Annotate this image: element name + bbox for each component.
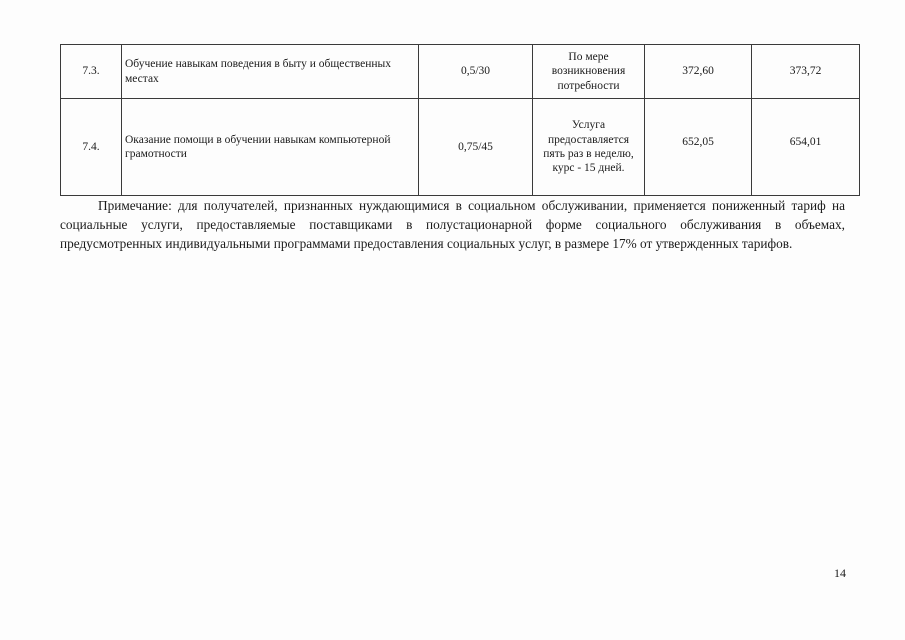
price-2: 654,01 [752,99,860,196]
page-number: 14 [834,566,846,580]
row-number: 7.3. [61,45,122,99]
table-row [61,45,860,99]
time-norm: 0,75/45 [419,99,533,196]
table-row [61,99,860,196]
footnote-paragraph: Примечание: для получателей, признанных нуждающимися в социальном обслуживании, применяется пониженный тариф на социальные услуги, предоставляемые поставщиками в полустационарной форме социального обслуживания в объемах, предусмотренных индивидуальными программами предоставления социальных услуг, в размере 17% от утвержденных тарифов. [60,198,845,251]
service-frequency: По мере возникновения потребности [533,45,645,99]
service-name: Оказание помощи в обучении навыкам компьютерной грамотности [122,99,419,196]
price-2: 373,72 [752,45,860,99]
row-number: 7.4. [61,99,122,196]
service-name: Обучение навыкам поведения в быту и общественных местах [122,45,419,99]
tariff-table [60,44,860,196]
price-1: 372,60 [645,45,752,99]
time-norm: 0,5/30 [419,45,533,99]
price-1: 652,05 [645,99,752,196]
service-frequency: Услуга предоставляется пять раз в неделю, курс - 15 дней. [533,99,645,196]
